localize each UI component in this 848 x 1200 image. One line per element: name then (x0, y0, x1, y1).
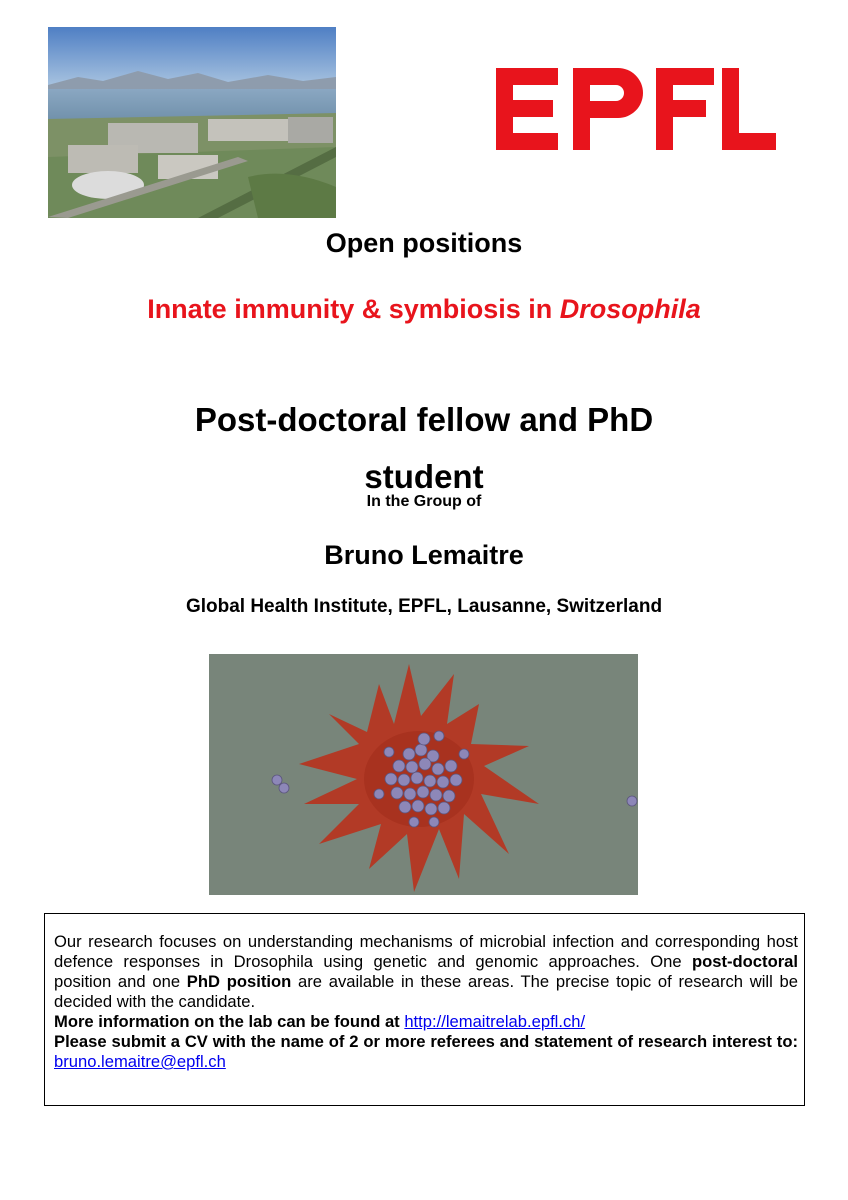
group-label: In the Group of (366, 493, 482, 510)
description-text-1: Our research focuses on understanding mechanisms of microbial infection and corresponding host defence responses in Drosophila using genetic and genomic approaches. One (54, 932, 798, 971)
campus-aerial-photo (48, 27, 336, 218)
phd-emphasis: PhD position (186, 972, 292, 991)
group-leader-name: Bruno Lemaitre (324, 540, 524, 570)
epfl-logo-letters (496, 68, 776, 150)
postdoc-emphasis: post-doctoral (691, 952, 798, 971)
hemocyte-micrograph (209, 654, 638, 895)
position-title (0, 391, 848, 505)
position-title-line1: Post-doctoral fellow and PhD (194, 401, 654, 438)
description-text-3: are available in these areas. The precise topic of research will be decided with the candidate. (54, 972, 798, 1011)
position-description-box (44, 913, 805, 1106)
more-info-label: More information on the lab can be found at (54, 1012, 405, 1031)
more-info-line (54, 1012, 798, 1032)
page-heading: Open positions (325, 228, 523, 258)
submit-line (54, 1032, 798, 1072)
contact-email-link[interactable]: bruno.lemaitre@epfl.ch (54, 1052, 226, 1071)
research-topic (0, 294, 848, 325)
affiliation: Global Health Institute, EPFL, Lausanne, Switzerland (185, 596, 663, 617)
submit-label: Please submit a CV with the name of 2 or more referees and statement of research interest to: (54, 1032, 798, 1051)
description-text-2: position and one (54, 972, 187, 991)
epfl-logo (496, 68, 776, 150)
description-paragraph (54, 932, 798, 1012)
lab-website-link[interactable]: http://lemaitrelab.epfl.ch/ (404, 1012, 586, 1031)
research-topic-organism: Drosophila (559, 294, 701, 324)
research-topic-text: Innate immunity & symbiosis in (147, 294, 560, 324)
position-title-line2: student (364, 458, 484, 495)
